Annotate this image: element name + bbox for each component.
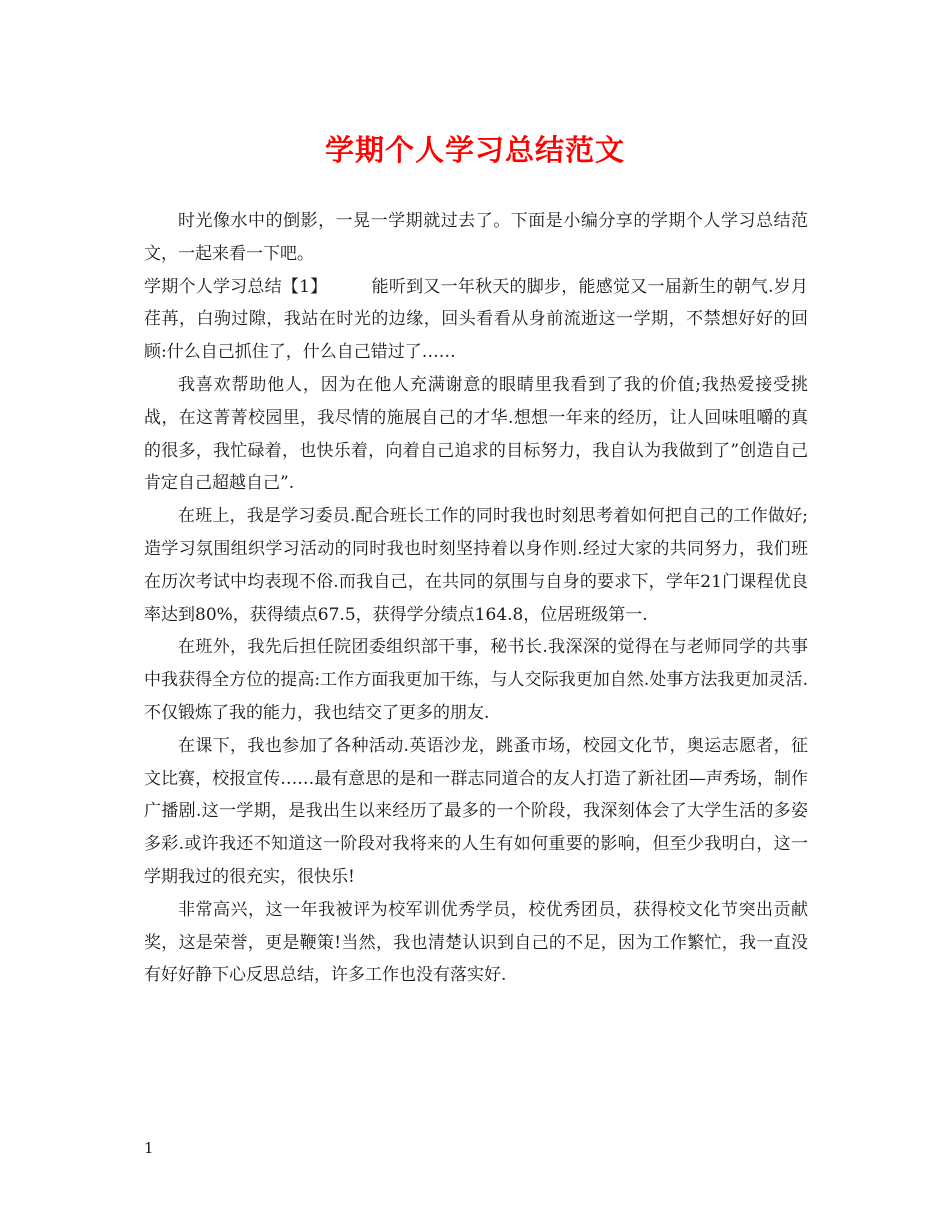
section-first-paragraph: 能听到又一年秋天的脚步，能感觉又一届新生的朝气.岁月荏苒，白驹过隙，我站在时光的边缘，回头看看从身前流逝这一学期，不禁想好好的回顾:什么自己抓住了，什么自己错过了…… <box>144 276 808 363</box>
body-paragraph-5: 非常高兴，这一年我被评为校军训优秀学员，校优秀团员，获得校文化节突出贡献奖，这是荣誉，更是鞭策!当然，我也清楚认识到自己的不足，因为工作繁忙，我一直没有好好静下心反思总结，许多工作也没有落实好. <box>144 899 808 986</box>
section-heading-line <box>144 271 808 369</box>
body-paragraph-1: 我喜欢帮助他人，因为在他人充满谢意的眼睛里我看到了我的价值;我热爱接受挑战，在这菁菁校园里，我尽情的施展自己的才华.想想一年来的经历，让人回味咀嚼的真的很多，我忙碌着，也快乐着，向着自己追求的目标努力，我自认为我做到了”创造自己肯定自己超越自己”. <box>144 374 808 494</box>
body-paragraph-2: 在班上，我是学习委员.配合班长工作的同时我也时刻思考着如何把自己的工作做好;造学习氛围组织学习活动的同时我也时刻坚持着以身作则.经过大家的共同努力，我们班在历次考试中均表现不俗.而我自己，在共同的氛围与自身的要求下，学年21门课程优良率达到80%，获得绩点67.5，获得学分绩点164.8，位居班级第一. <box>144 506 808 625</box>
section-heading: 学期个人学习总结【1】 <box>144 276 328 297</box>
intro-paragraph: 时光像水中的倒影，一晃一学期就过去了。下面是小编分享的学期个人学习总结范文，一起来看一下吧。 <box>144 211 808 264</box>
document-title: 学期个人学习总结范文 <box>324 133 625 167</box>
body-paragraph-4: 在课下，我也参加了各种活动.英语沙龙，跳蚤市场，校园文化节，奥运志愿者，征文比赛，校报宣传……最有意思的是和一群志同道合的友人打造了新社团—声秀场，制作广播剧.这一学期，是我出生以来经历了最多的一个阶段，我深刻体会了大学生活的多姿多彩.或许我还不知道这一阶段对我将来的人生有如何重要的影响，但至少我明白，这一学期我过的很充实，很快乐! <box>144 735 808 887</box>
page-number: 1 <box>144 1139 154 1157</box>
body-paragraph-3: 在班外，我先后担任院团委组织部干事，秘书长.我深深的觉得在与老师同学的共事中我获得全方位的提高:工作方面我更加干练，与人交际我更加自然.处事方法我更加灵活.不仅锻炼了我的能力，我也结交了更多的朋友. <box>144 637 808 723</box>
document-body <box>144 205 808 992</box>
